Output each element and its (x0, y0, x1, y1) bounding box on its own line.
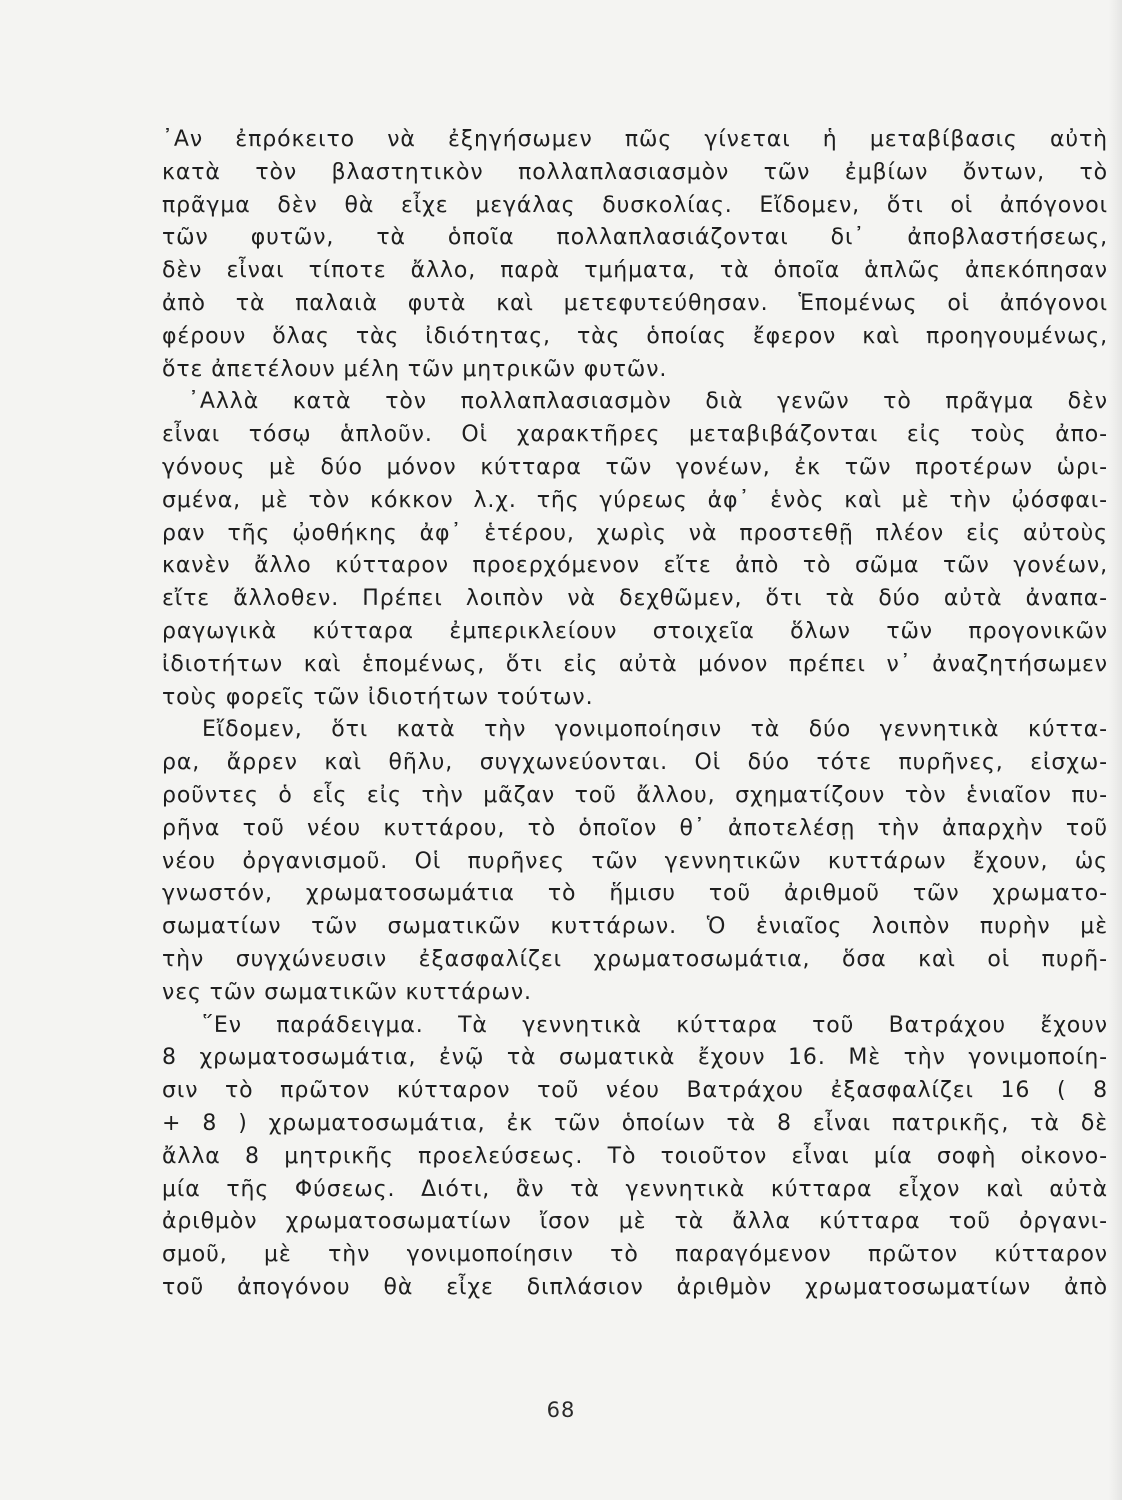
text-line: γόνους μὲ δύο μόνον κύτταρα τῶν γονέων, ἐκ τῶν προτέρων ὡρι- (162, 454, 1108, 480)
text-line: νες τῶν σωματικῶν κυττάρων. (162, 979, 532, 1005)
text-line: σμοῦ, μὲ τὴν γονιμοποίησιν τὸ παραγόμενον πρῶτον κύτταρον (162, 1242, 1108, 1268)
text-line: ρῆνα τοῦ νέου κυττάρου, τὸ ὁποῖον θ᾽ ἀποτελέσῃ τὴν ἀπαρχὴν τοῦ (162, 815, 1108, 841)
text-line: ἀριθμὸν χρωματοσωματίων ἴσον μὲ τὰ ἄλλα κύτταρα τοῦ ὀργανι- (162, 1209, 1108, 1235)
text-line: τὴν συγχώνευσιν ἐξασφαλίζει χρωματοσωμάτια, ὅσα καὶ οἱ πυρῆ- (162, 946, 1108, 972)
text-line: τοὺς φορεῖς τῶν ἰδιοτήτων τούτων. (162, 684, 594, 710)
text-line: γνωστόν, χρωματοσωμάτια τὸ ἥμισυ τοῦ ἀριθμοῦ τῶν χρωματο- (162, 881, 1108, 907)
text-line: εἴτε ἄλλοθεν. Πρέπει λοιπὸν νὰ δεχθῶμεν, ὅτι τὰ δύο αὐτὰ ἀναπα- (162, 586, 1108, 612)
text-line: φέρουν ὅλας τὰς ἰδιότητας, τὰς ὁποίας ἔφερον καὶ προηγουμένως, (162, 323, 1108, 349)
text-line: ἀπὸ τὰ παλαιὰ φυτὰ καὶ μετεφυτεύθησαν. Ἑπομένως οἱ ἀπόγονοι (162, 290, 1108, 316)
body-text (162, 124, 1108, 1305)
text-line: ροῦντες ὁ εἷς εἰς τὴν μᾶζαν τοῦ ἄλλου, σχηματίζουν τὸν ἑνιαῖον πυ- (162, 782, 1108, 808)
text-line: σιν τὸ πρῶτον κύτταρον τοῦ νέου Βατράχου ἐξασφαλίζει 16 ( 8 (162, 1078, 1108, 1104)
text-line: δὲν εἶναι τίποτε ἄλλο, παρὰ τμήματα, τὰ ὁποῖα ἁπλῶς ἀπεκόπησαν (162, 258, 1108, 284)
text-line: ρα, ἄρρεν καὶ θῆλυ, συγχωνεύονται. Οἱ δύο τότε πυρῆνες, εἰσχω- (162, 750, 1108, 776)
text-line: τοῦ ἀπογόνου θὰ εἶχε διπλάσιον ἀριθμὸν χρωματοσωματίων ἀπὸ (162, 1274, 1108, 1300)
page-edge-shadow (1108, 0, 1122, 1500)
text-line: κανὲν ἄλλο κύτταρον προερχόμενον εἴτε ἀπὸ τὸ σῶμα τῶν γονέων, (162, 553, 1108, 579)
text-line: ᾽Αν ἐπρόκειτο νὰ ἐξηγήσωμεν πῶς γίνεται ἡ μεταβίβασις αὐτὴ (162, 127, 1108, 152)
text-line: εἶναι τόσῳ ἁπλοῦν. Οἱ χαρακτῆρες μεταβιβάζονται εἰς τοὺς ἀπο- (162, 422, 1108, 448)
text-line: ῞Εν παράδειγμα. Τὰ γεννητικὰ κύτταρα τοῦ Βατράχου ἔχουν (202, 1012, 1108, 1038)
text-line: νέου ὀργανισμοῦ. Οἱ πυρῆνες τῶν γεννητικῶν κυττάρων ἔχουν, ὡς (162, 848, 1108, 874)
text-line: σωματίων τῶν σωματικῶν κυττάρων. Ὁ ἑνιαῖος λοιπὸν πυρὴν μὲ (162, 914, 1108, 940)
text-line: πρᾶγμα δὲν θὰ εἶχε μεγάλας δυσκολίας. Εἴδομεν, ὅτι οἱ ἀπόγονοι (162, 192, 1108, 218)
text-line: ραγωγικὰ κύτταρα ἐμπερικλείουν στοιχεῖα ὅλων τῶν προγονικῶν (162, 618, 1108, 644)
text-line: μία τῆς Φύσεως. Διότι, ἂν τὰ γεννητικὰ κύτταρα εἶχον καὶ αὐτὰ (162, 1176, 1108, 1202)
text-line: σμένα, μὲ τὸν κόκκον λ.χ. τῆς γύρεως ἀφ᾽ ἑνὸς καὶ μὲ τὴν ᾠόσφαι- (162, 487, 1108, 513)
text-line: 8 χρωματοσωμάτια, ἐνῷ τὰ σωματικὰ ἔχουν 16. Μὲ τὴν γονιμοποίη- (162, 1045, 1108, 1071)
text-line: ραν τῆς ᾠοθήκης ἀφ᾽ ἑτέρου, χωρὶς νὰ προστεθῇ πλέον εἰς αὐτοὺς (162, 520, 1108, 546)
page-number: 68 (546, 1398, 576, 1422)
text-line: τῶν φυτῶν, τὰ ὁποῖα πολλαπλασιάζονται δι᾽ ἀποβλαστήσεως, (162, 225, 1108, 251)
text-line: + 8 ) χρωματοσωμάτια, ἐκ τῶν ὁποίων τὰ 8 εἶναι πατρικῆς, τὰ δὲ (162, 1110, 1108, 1136)
text-line: ὅτε ἀπετέλουν μέλη τῶν μητρικῶν φυτῶν. (162, 356, 668, 382)
text-line: Εἴδομεν, ὅτι κατὰ τὴν γονιμοποίησιν τὰ δύο γεννητικὰ κύττα- (202, 717, 1108, 743)
text-line: κατὰ τὸν βλαστητικὸν πολλαπλασιασμὸν τῶν ἐμβίων ὄντων, τὸ (162, 159, 1108, 185)
text-line: ἄλλα 8 μητρικῆς προελεύσεως. Τὸ τοιοῦτον εἶναι μία σοφὴ οἰκονο- (162, 1143, 1108, 1169)
text-line: ἰδιοτήτων καὶ ἑπομένως, ὅτι εἰς αὐτὰ μόνον πρέπει ν᾽ ἀναζητήσωμεν (162, 651, 1108, 677)
text-line: ᾽Αλλὰ κατὰ τὸν πολλαπλασιασμὸν διὰ γενῶν τὸ πρᾶγμα δὲν (188, 389, 1108, 415)
